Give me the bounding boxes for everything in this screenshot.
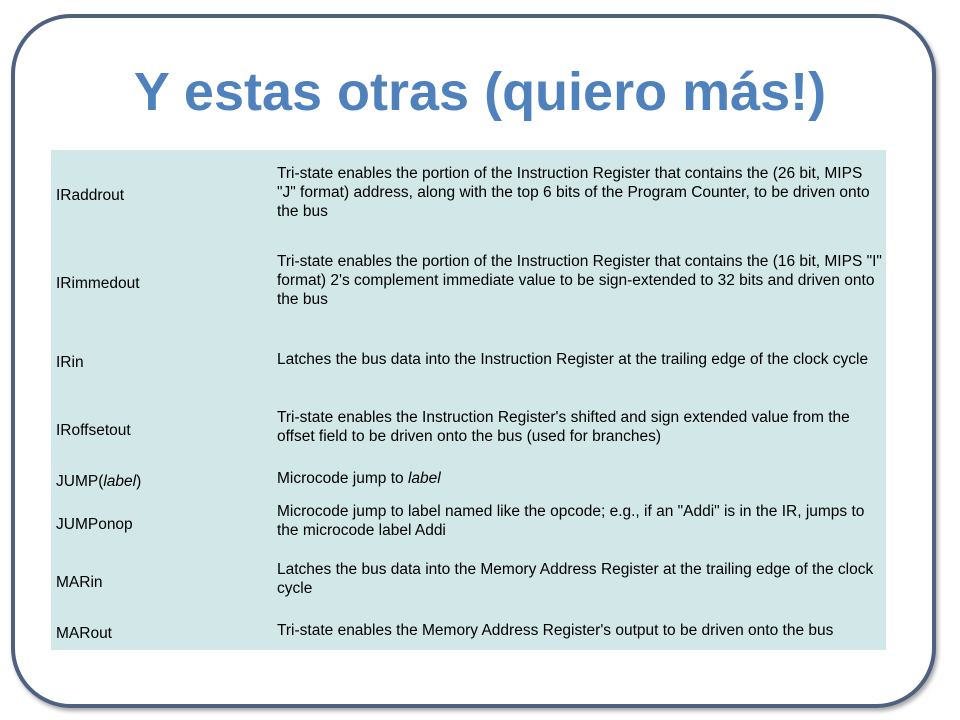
signal-name-cell: IRin: [56, 353, 84, 371]
table-row: [51, 462, 886, 494]
signal-name-suffix: ): [136, 472, 142, 490]
signal-description-cell: Tri-state enables the portion of the Instruction Register that contains the (16 bit, MIPS "I" format) 2's complement immediate value to be sign-extended to 32 bits and driven onto the bus: [277, 252, 882, 308]
signal-description-cell: Tri-state enables the Memory Address Register's output to be driven onto the bus: [277, 621, 834, 639]
table-row: [51, 150, 886, 234]
signal-name-cell: MARout: [56, 624, 112, 642]
signal-table-container: [51, 150, 886, 650]
signal-name-cell: IRimmedout: [56, 274, 140, 292]
signal-description-cell: [271, 462, 886, 494]
table-row: [51, 610, 886, 650]
signal-description-cell: Tri-state enables the Instruction Register's shifted and sign extended value from the offset field to be driven onto the bus (used for branches): [277, 409, 850, 445]
slide-title: Y estas otras (quiero más!): [133, 62, 827, 122]
table-row: [51, 494, 886, 548]
signal-name-cell: IRaddrout: [56, 186, 125, 204]
table-row: [51, 392, 886, 462]
signal-name-cell: MARin: [56, 573, 103, 591]
description-italic: label: [407, 469, 441, 487]
signal-description-cell: Latches the bus data into the Instruction Register at the trailing edge of the clock cycle: [277, 350, 869, 368]
signal-description-cell: Latches the bus data into the Memory Address Register at the trailing edge of the clock cycle: [277, 561, 874, 597]
signal-table: [51, 150, 886, 650]
signal-description-cell: Microcode jump to label named like the opcode; e.g., if an "Addi" is in the IR, jumps to the microcode label Addi: [277, 503, 865, 539]
signal-name-prefix: JUMP(: [56, 472, 104, 490]
table-row: [51, 234, 886, 326]
signal-description-cell: Tri-state enables the portion of the Instruction Register that contains the (26 bit, MIPS "J" format) address, along with the top 6 bits of the Program Counter, to be driven onto the bus: [277, 164, 870, 220]
signal-name-italic: label: [103, 472, 137, 490]
signal-name-cell: JUMPonop: [56, 515, 133, 533]
table-row: [51, 548, 886, 610]
description-prefix: Microcode jump to: [277, 469, 408, 487]
table-row: [51, 326, 886, 392]
signal-name-cell: IRoffsetout: [56, 421, 131, 439]
signal-name-cell: [51, 462, 271, 494]
